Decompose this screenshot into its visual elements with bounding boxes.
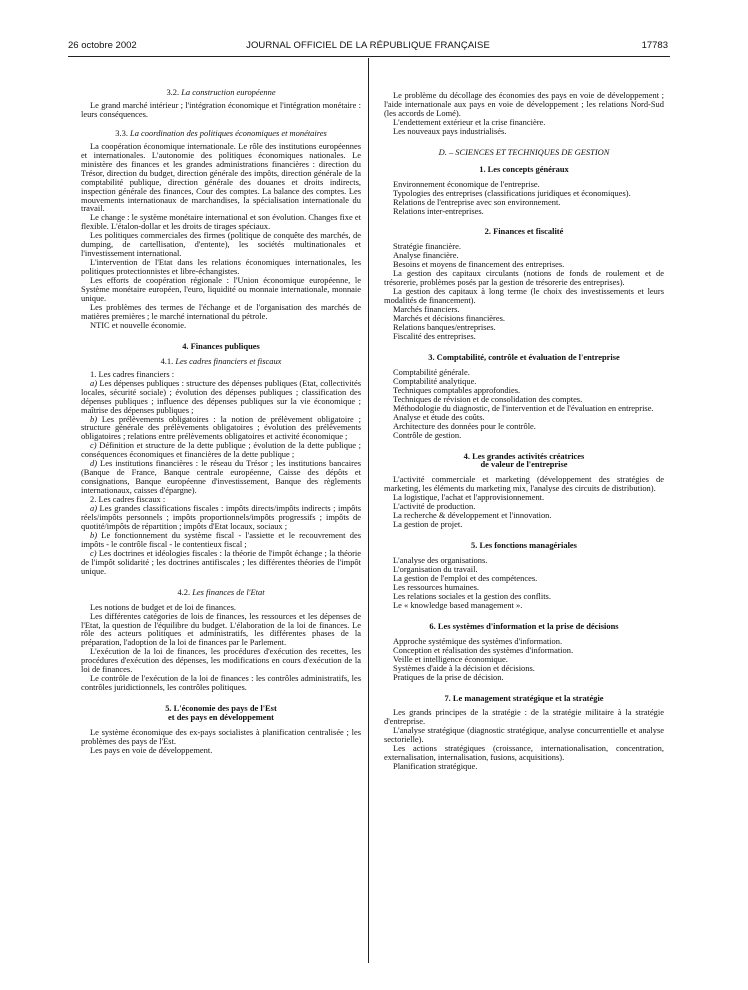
list-item <box>81 441 361 459</box>
header-rule <box>68 56 670 57</box>
section-heading: 4. Les grandes activités créatrices <box>463 450 585 461</box>
paragraph: La coopération économique internationale. Le rôle des institutions européennes et internationales. L'autonomie des politiques économiques nationales. Le ministère des finances et les grandes administrations financières : direction du Trésor, direction du budget, direction générale des impôts, direction générale de la comptabilité publique, direction générale des douanes et droits indirects, inspection générale des finances, Cour des comptes. La balance des comptes. Les mouvements internationaux de marchandises, la spécialisation internationale du travail. <box>81 140 361 214</box>
paragraph: L'endettement extérieur et la crise financière. <box>393 116 546 127</box>
list-item: L'activité commerciale et marketing (développement des stratégies de marketing, les éléments du marketing mix, l'analyse des circuits de distribution). <box>384 474 664 494</box>
list-item: Systèmes d'aide à la décision et décisions. <box>393 662 535 673</box>
item-text: Les grandes classifications fiscales : impôts directs/impôts indirects ; impôts réels/impôts personnels ; impôts proportionnels/impôts progressifs ; impôts de quotité/impôts de répartition ; impôts d'Etat locaux, sociaux ; <box>81 503 361 531</box>
list-item: Méthodologie du diagnostic, de l'intervention et de l'évaluation en entreprise. <box>393 402 654 413</box>
list-item <box>81 504 361 531</box>
information-systems-list <box>384 637 664 682</box>
paragraph: L'exécution de la loi de finances, les procédures d'exécution des recettes, les procédures d'exécution des dépenses, les modifications en cours d'exécution de la loi de finances. <box>81 646 361 675</box>
list-item: Les relations sociales et la gestion des conflits. <box>393 590 551 601</box>
list-item <box>81 549 361 576</box>
list-item <box>81 459 361 495</box>
paragraph: Le problème du décollage des économies des pays en voie de développement ; l'aide internationale aux pays en voie de développement ; les relations Nord-Sud (les accords de Lomé). <box>384 90 664 118</box>
item-label: a) <box>90 503 98 514</box>
list-item: Les actions stratégiques (croissance, internationalisation, concentration, externalisation, internalisation, fusions, acquisitions). <box>384 743 664 763</box>
list-heading: 1. Les cadres financiers : <box>90 368 175 379</box>
section-title: Les cadres financiers et fiscaux <box>175 355 282 366</box>
item-label: c) <box>90 440 97 451</box>
list-heading: 2. Les cadres fiscaux : <box>90 494 166 505</box>
section-title: La coordination des politiques économiques et monétaires <box>130 127 327 138</box>
list-item: La recherche & développement et l'innovation. <box>393 510 552 521</box>
list-item <box>81 379 361 415</box>
list-item: Fiscalité des entreprises. <box>393 330 476 341</box>
page-number: 17783 <box>641 40 668 51</box>
list-item: Contrôle de gestion. <box>393 429 462 440</box>
section-heading: 1. Les concepts généraux <box>479 163 569 174</box>
list-item: Stratégie financière. <box>393 241 461 252</box>
section-heading: 6. Les systèmes d'information et la prise de décisions <box>429 620 619 631</box>
list-item: Le « knowledge based management ». <box>393 599 523 610</box>
paragraph: L'intervention de l'Etat dans les relations économiques internationales, les politiques protectionnistes et libre-échangistes. <box>81 257 361 277</box>
management-list <box>384 556 664 610</box>
paragraph: Le change : le système monétaire international et son évolution. Changes fixe et flexible. L'étalon-dollar et les droits de tirages spéciaux. <box>81 212 361 232</box>
column-divider <box>368 58 369 963</box>
item-text: Les institutions financières : le réseau du Trésor ; les institutions bancaires (Banque de France, Banque centrale européenne, Caisse des dépôts et consignations, Banque européenne d'investissement, Banque des règlements internationaux, caisses d'épargne). <box>81 458 361 496</box>
paragraph: Les problèmes des termes de l'échange et de l'organisation des marchés de matières premières ; le marché international du pétrole. <box>81 301 361 321</box>
list-item: Conception et réalisation des systèmes d'information. <box>393 644 574 655</box>
list-item: Les ressources humaines. <box>393 581 479 592</box>
right-column <box>384 91 664 771</box>
section-heading-line2: et des pays en développement <box>168 712 274 723</box>
section-title: La construction européenne <box>181 87 276 97</box>
part-heading: D. – SCIENCES ET TECHNIQUES DE GESTION <box>438 146 610 157</box>
item-label: c) <box>90 547 97 558</box>
section-number: 4.2. <box>177 586 191 597</box>
list-item <box>81 415 361 442</box>
list-item: L'analyse des organisations. <box>393 555 488 566</box>
list-item: Approche systémique des systèmes d'information. <box>393 635 563 646</box>
concepts-list <box>384 180 664 216</box>
list-item <box>81 531 361 549</box>
section-heading-line2: de valeur de l'entreprise <box>480 459 568 470</box>
section-number: 3.2. <box>166 87 180 97</box>
item-text: Les doctrines et idéologies fiscales : la théorie de l'impôt échange ; la théorie de l'impôt solidarité ; les doctrines antifiscales ; les différentes théories de l'impôt unique. <box>81 547 361 576</box>
item-label: a) <box>90 377 98 388</box>
paragraph: Les efforts de coopération régionale : l'Union économique européenne, le Système monétaire européen, l'euro, liquidité ou monnaie internationale, monnaie unique. <box>81 275 361 304</box>
section-heading <box>81 129 361 138</box>
section-heading: 2. Finances et fiscalité <box>484 226 564 237</box>
list-item: Relations de l'entreprise avec son environnement. <box>393 196 561 207</box>
list-item: La gestion de l'emploi et des compétences. <box>393 572 538 583</box>
subsection-heading <box>81 588 361 597</box>
left-column <box>81 88 361 755</box>
paragraph: Les politiques commerciales des firmes (politique de conquête des marchés, de dumping, de cartellisation, d'entente), les sociétés multinationales et l'investissement international. <box>81 230 361 259</box>
item-text: Définition et structure de la dette publique ; évolution de la dette publique ; conséquences économiques et financières de la dette publique ; <box>81 440 361 460</box>
paragraph: Les notions de budget et de loi de finances. <box>90 601 236 612</box>
list-item: Typologies des entreprises (classifications juridiques et économiques). <box>393 187 631 198</box>
list-item: La logistique, l'achat et l'approvisionnement. <box>393 492 545 503</box>
accounting-list <box>384 368 664 440</box>
section-heading: 4. Finances publiques <box>182 340 260 351</box>
item-text: Le fonctionnement du système fiscal - l'assiette et le recouvrement des impôts - le contrôle fiscal - le contentieux fiscal ; <box>81 529 361 549</box>
section-heading: 5. L'économie des pays de l'Est <box>165 703 277 714</box>
paragraph: NTIC et nouvelle économie. <box>90 319 187 330</box>
list-item: Pratiques de la prise de décision. <box>393 671 504 682</box>
list-item: Marchés et décisions financières. <box>393 313 505 324</box>
section-heading: 5. Les fonctions managériales <box>471 540 577 551</box>
list-item: Environnement économique de l'entreprise. <box>393 178 540 189</box>
section-heading <box>81 88 361 97</box>
section-heading: 7. Le management stratégique et la stratégie <box>444 692 604 703</box>
subsection-heading <box>81 357 361 366</box>
paragraph: Les pays en voie de développement. <box>90 744 213 755</box>
list-item: Marchés financiers. <box>393 304 460 315</box>
list-item: L'organisation du travail. <box>393 564 478 575</box>
list-item: Analyse financière. <box>393 250 459 261</box>
section-heading: 3. Comptabilité, contrôle et évaluation de l'entreprise <box>428 351 620 362</box>
list-item: L'activité de production. <box>393 501 476 512</box>
list-item: Relations inter-entreprises. <box>393 205 484 216</box>
item-text: Les dépenses publiques : structure des dépenses publiques (Etat, collectivités locales, sécurité sociale) ; évolution des dépenses publiques ; classification des dépenses publiques ; influence des dépenses publiques sur la vie économique ; maîtrise des dépenses publiques ; <box>81 377 361 415</box>
strategy-list <box>384 708 664 771</box>
list-item: Besoins et moyens de financement des entreprises. <box>393 259 565 270</box>
list-item: Analyse et étude des coûts. <box>393 411 485 422</box>
paragraph: Le système économique des ex-pays socialistes à planification centralisée ; les problèmes des pays de l'Est. <box>81 727 361 746</box>
list-item: Comptabilité générale. <box>393 366 470 377</box>
list-item: Architecture des données pour le contrôle. <box>393 420 536 431</box>
item-label: b) <box>90 529 98 540</box>
paragraph: Le grand marché intérieur ; l'intégration économique et l'intégration monétaire : leurs conséquences. <box>81 99 361 119</box>
list-item: La gestion des capitaux circulants (notions de fonds de roulement et de trésorerie, problèmes posés par la gestion de trésorerie des entreprises). <box>384 268 664 288</box>
paragraph: Les différentes catégories de lois de finances, les ressources et les dépenses de l'Etat, la question de l'équilibre du budget. L'élaboration de la loi de finances. Le rôle des acteurs politiques et administratifs, les différentes phases de la préparation, l'adoption de la loi de finances par le Parlement. <box>81 610 361 648</box>
list-item: Planification stratégique. <box>393 761 478 772</box>
list-item: Techniques de révision et de consolidation des comptes. <box>393 393 583 404</box>
section-number: 4.1. <box>160 355 174 366</box>
item-label: d) <box>90 458 98 469</box>
list-item: L'analyse stratégique (diagnostic stratégique, analyse concurrentielle et analyse sectorielle). <box>384 725 664 745</box>
finance-list <box>384 242 664 340</box>
list-item: Veille et intelligence économique. <box>393 653 508 664</box>
list-item: Techniques comptables approfondies. <box>393 384 521 395</box>
list-item: Les grands principes de la stratégie : de la stratégie militaire à la stratégie d'entreprise. <box>384 707 664 727</box>
header-date: 26 octobre 2002 <box>68 40 137 51</box>
section-number: 3.3. <box>115 127 128 138</box>
list-item: La gestion de projet. <box>393 519 463 530</box>
list-item: Comptabilité analytique. <box>393 375 477 386</box>
list-item: Relations banques/entreprises. <box>393 322 496 333</box>
paragraph: Le contrôle de l'exécution de la loi de finances : les contrôles administratifs, les contrôles juridictionnels, les contrôles politiques. <box>81 673 361 693</box>
page-header <box>68 40 668 54</box>
journal-title: JOURNAL OFFICIEL DE LA RÉPUBLIQUE FRANÇAISE <box>246 40 490 51</box>
item-text: Les prélèvements obligatoires : la notion de prélèvement obligatoire ; structure générale des prélèvements obligatoires ; évolution des prélèvements obligatoires ; relations entre prélèvements obligatoires et activité économique ; <box>81 413 361 442</box>
item-label: b) <box>90 413 98 424</box>
list-item: La gestion des capitaux à long terme (le choix des investissements et leurs modalités de financement). <box>384 286 664 306</box>
paragraph: Les nouveaux pays industrialisés. <box>393 125 507 136</box>
activities-list <box>384 475 664 529</box>
section-title: Les finances de l'Etat <box>192 586 265 597</box>
